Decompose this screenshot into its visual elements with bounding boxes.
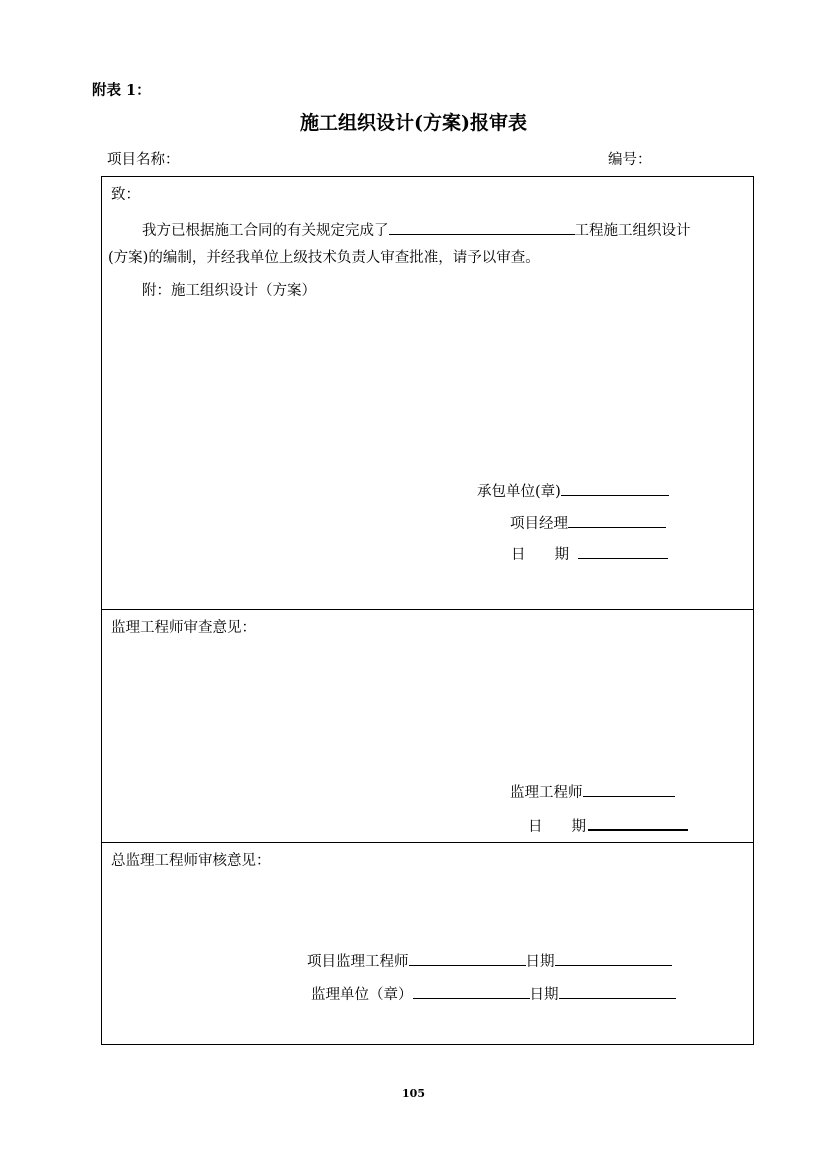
date-row-1 bbox=[511, 543, 668, 563]
number-label: 编号： bbox=[608, 152, 652, 168]
supervision-unit-row bbox=[311, 983, 676, 1003]
contractor-blank[interactable] bbox=[561, 480, 669, 496]
engineer-row bbox=[510, 781, 675, 801]
engineer-review-heading: 监理工程师审查意见： bbox=[111, 620, 256, 636]
chief-date-label-1: 日期 bbox=[525, 954, 555, 970]
contractor-row bbox=[477, 480, 669, 500]
chief-date-blank-2[interactable] bbox=[559, 983, 676, 999]
appendix-label: 附表 1： bbox=[92, 82, 151, 99]
supervision-unit-label: 监理单位（章） bbox=[311, 987, 413, 1003]
date-blank-1[interactable] bbox=[578, 543, 668, 559]
completion-statement-line2: (方案)的编制，并经我单位上级技术负责人审查批准，请予以审查。 bbox=[108, 250, 540, 266]
page-title: 施工组织设计(方案)报审表 bbox=[300, 112, 527, 134]
project-engineer-row bbox=[307, 950, 672, 970]
project-engineer-blank[interactable] bbox=[409, 950, 526, 966]
project-engineer-label: 项目监理工程师 bbox=[307, 954, 409, 970]
pm-blank[interactable] bbox=[568, 512, 666, 528]
chief-date-blank-1[interactable] bbox=[555, 950, 672, 966]
project-name-label: 项目名称： bbox=[107, 152, 180, 168]
engineer-label: 监理工程师 bbox=[510, 785, 583, 801]
section-divider-2 bbox=[102, 842, 753, 843]
pm-label: 项目经理 bbox=[510, 516, 568, 532]
project-name-blank[interactable] bbox=[389, 219, 575, 235]
date-label-1: 日 期 bbox=[511, 547, 569, 563]
page-number: 105 bbox=[402, 1087, 425, 1100]
chief-review-heading: 总监理工程师审核意见： bbox=[111, 853, 271, 869]
date-blank-2[interactable] bbox=[588, 814, 688, 831]
date-label-2: 日 期 bbox=[528, 819, 586, 835]
chief-date-label-2: 日期 bbox=[529, 987, 559, 1003]
pm-row bbox=[510, 512, 666, 532]
contractor-label: 承包单位(章) bbox=[477, 484, 561, 500]
date-row-2 bbox=[528, 814, 688, 835]
attachment-label: 附：施工组织设计（方案） bbox=[142, 283, 316, 299]
statement-end: 工程施工组织设计 bbox=[574, 223, 691, 239]
completion-statement-line1 bbox=[142, 219, 691, 239]
section-divider-1 bbox=[102, 609, 753, 610]
engineer-blank[interactable] bbox=[583, 781, 675, 797]
supervision-unit-blank[interactable] bbox=[413, 983, 530, 999]
form-table bbox=[101, 176, 754, 1045]
statement-start: 我方已根据施工合同的有关规定完成了 bbox=[142, 223, 389, 239]
to-label: 致： bbox=[111, 187, 140, 203]
